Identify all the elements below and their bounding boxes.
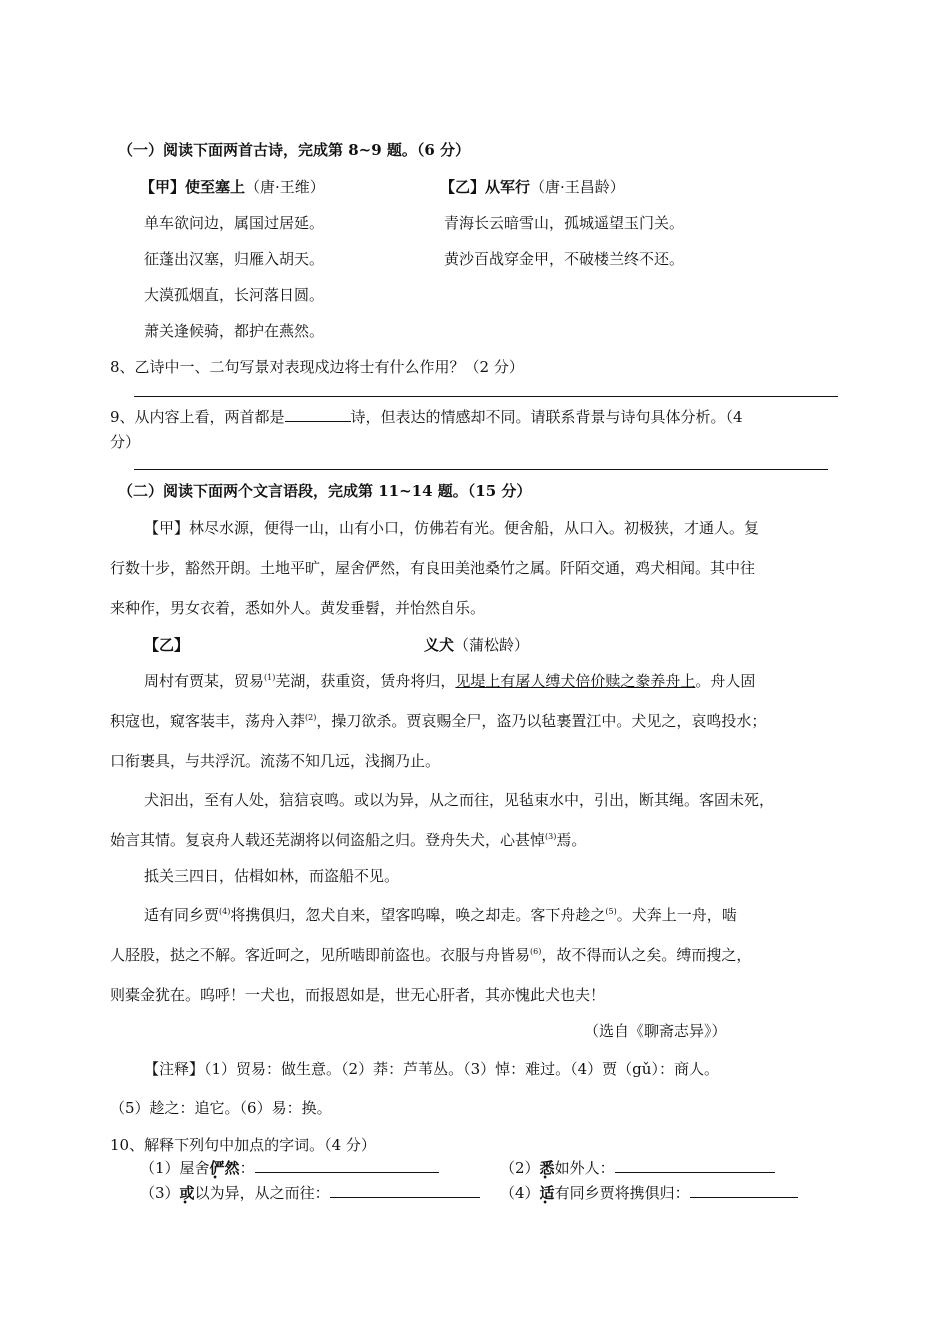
question-8: 8、乙诗中一、二句写景对表现戍边将士有什么作用？（2 分）: [110, 358, 524, 376]
passage-yi-line: 口衔裹具，与共浮沉。流荡不知几远，浅搁乃止。: [110, 752, 441, 770]
footnote-marker: (6): [530, 947, 542, 956]
text-segment: 。犬奔上一舟，啮: [616, 906, 737, 924]
question-9-cont: 分）: [110, 433, 141, 451]
answer-blank-3[interactable]: [330, 1183, 480, 1198]
source-citation: （选自《聊斋志异》）: [584, 1022, 727, 1040]
footnote-marker: (1): [264, 673, 276, 682]
text-segment: 始言其情。复哀舟人载还芜湖将以伺盗船之归。登舟失犬，心甚悼: [110, 831, 546, 849]
text-segment: （2）: [500, 1159, 540, 1177]
text-segment: ，故不得而认之矣。缚而搜之，: [541, 946, 752, 964]
text-segment: 周村有贾某，贸易: [144, 672, 265, 690]
section2-heading: （二）阅读下面两个文言语段，完成第 11~14 题。（15 分）: [118, 482, 532, 500]
poem-yi-bracket: 【乙】: [440, 178, 486, 196]
section1-heading: （一）阅读下面两首古诗，完成第 8~9 题。（6 分）: [118, 141, 471, 159]
text-segment: （4）: [500, 1184, 540, 1202]
passage-yi-line: [144, 904, 737, 925]
question-10-item-4: [500, 1182, 798, 1203]
text-segment: （1）屋舍: [140, 1159, 210, 1177]
text-segment: （3）: [140, 1184, 180, 1202]
answer-line-q8[interactable]: [134, 396, 838, 397]
passage-jia-line: 来种作，男女衣着，悉如外人。黄发垂髫，并怡然自乐。: [110, 599, 486, 617]
dotted-word: 俨然: [209, 1159, 240, 1177]
passage-yi-line: 犬汩出，至有人处，狺狺哀鸣。或以为异，从之而往，见毡束水中，引出，断其绳。客固未死，: [144, 791, 775, 809]
poem-jia-line: 单车欲问边，属国过居延。: [144, 214, 325, 232]
question-10-heading: 10、解释下列句中加点的字词。（4 分）: [110, 1136, 376, 1154]
passage-yi-author: （蒲松龄）: [454, 636, 530, 654]
answer-blank-2[interactable]: [615, 1158, 775, 1173]
question-10-item-1: [140, 1157, 439, 1178]
dotted-word: 或: [179, 1184, 195, 1202]
passage-yi-line: [110, 944, 751, 965]
question-10-item-3: [140, 1182, 480, 1203]
question-9: [110, 406, 743, 427]
text-segment: 人胫股，挞之不解。客近呵之，见所啮即前盗也。衣服与舟皆易: [110, 946, 531, 964]
poem-jia-author: （唐·王维）: [245, 178, 325, 196]
poem-jia-bracket: 【甲】: [140, 178, 186, 196]
text-segment: 焉。: [556, 831, 587, 849]
text-segment: 积寇也，窥客装丰，荡舟入莽: [110, 712, 306, 730]
passage-yi-line: [110, 710, 766, 731]
question-10-item-2: [500, 1157, 775, 1178]
text-segment: 适有同乡贾: [144, 906, 220, 924]
text-segment: 如外人：: [554, 1159, 615, 1177]
poem-yi-title: 从军行: [485, 178, 531, 196]
poem-yi-line: 青海长云暗雪山，孤城遥望玉门关。: [444, 214, 685, 232]
poem-jia-line: 征蓬出汉塞，归雁入胡天。: [144, 250, 325, 268]
question-9-text-b: 诗，但表达的情感却不同。请联系背景与诗句具体分析。（4: [350, 408, 743, 426]
poem-jia-line: 萧关逢候骑，都护在燕然。: [144, 322, 325, 340]
passage-jia-line: 行数十步，豁然开朗。土地平旷，屋舍俨然，有良田美池桑竹之属。阡陌交通，鸡犬相闻。其中往: [110, 559, 756, 577]
footnote-marker: (5): [605, 907, 617, 916]
text-segment: ，操刀欲杀。贾哀赐全尸，盗乃以毡裹置江中。犬见之，哀鸣投水；: [316, 712, 767, 730]
question-9-text-a: 9、从内容上看，两首都是: [110, 408, 285, 426]
poem-jia-header: [140, 176, 325, 197]
poem-yi-header: [440, 176, 625, 197]
passage-yi-line: 抵关三四日，估楫如林，而盗船不见。: [144, 867, 400, 885]
poem-jia-title: 使至塞上: [185, 178, 246, 196]
passage-yi-title: 义犬: [424, 636, 455, 654]
text-segment: 。舟人固: [695, 672, 756, 690]
poem-yi-author: （唐·王昌龄）: [530, 178, 625, 196]
text-segment: 有同乡贾将携俱归：: [554, 1184, 690, 1202]
answer-blank-4[interactable]: [690, 1183, 798, 1198]
footnote-marker: (4): [219, 907, 231, 916]
passage-yi-header: [424, 634, 529, 655]
dotted-word: 悉: [539, 1159, 555, 1177]
dotted-word: 适: [539, 1184, 555, 1202]
text-segment: ：: [239, 1159, 255, 1177]
footnote-marker: (3): [545, 832, 557, 841]
passage-yi-line: [144, 670, 755, 691]
poem-jia-line: 大漠孤烟直，长河落日圆。: [144, 286, 325, 304]
notes-line: （5）趁之：追它。（6）易：换。: [110, 1099, 332, 1117]
text-segment: 以为异，从之而往：: [194, 1184, 330, 1202]
answer-line-q9[interactable]: [134, 469, 828, 470]
footnote-marker: (2): [305, 713, 317, 722]
notes-line: 【注释】（1）贸易：做生意。（2）莽：芦苇丛。（3）悼：难过。（4）贾（gǔ）：商人。: [144, 1060, 719, 1078]
passage-jia-line: 【甲】林尽水源，便得一山，山有小口，仿佛若有光。便舍船，从口入。初极狭，才通人。复: [144, 519, 760, 537]
text-segment: 将携俱归，忽犬自来，望客呜嗥，唤之却走。客下舟趁之: [230, 906, 606, 924]
underlined-sentence: 见堤上有屠人缚犬倍价赎之豢养舟上: [455, 672, 696, 690]
passage-yi-line: 则橐金犹在。呜呼！一犬也，而报恩如是，世无心肝者，其亦愧此犬也夫！: [110, 986, 606, 1004]
poem-yi-line: 黄沙百战穿金甲，不破楼兰终不还。: [444, 250, 685, 268]
passage-yi-line: [110, 829, 586, 850]
text-segment: 芜湖，获重资，赁舟将归，: [275, 672, 456, 690]
question-9-blank[interactable]: [285, 407, 351, 422]
answer-blank-1[interactable]: [255, 1158, 439, 1173]
passage-yi-bracket: 【乙】: [144, 636, 190, 654]
